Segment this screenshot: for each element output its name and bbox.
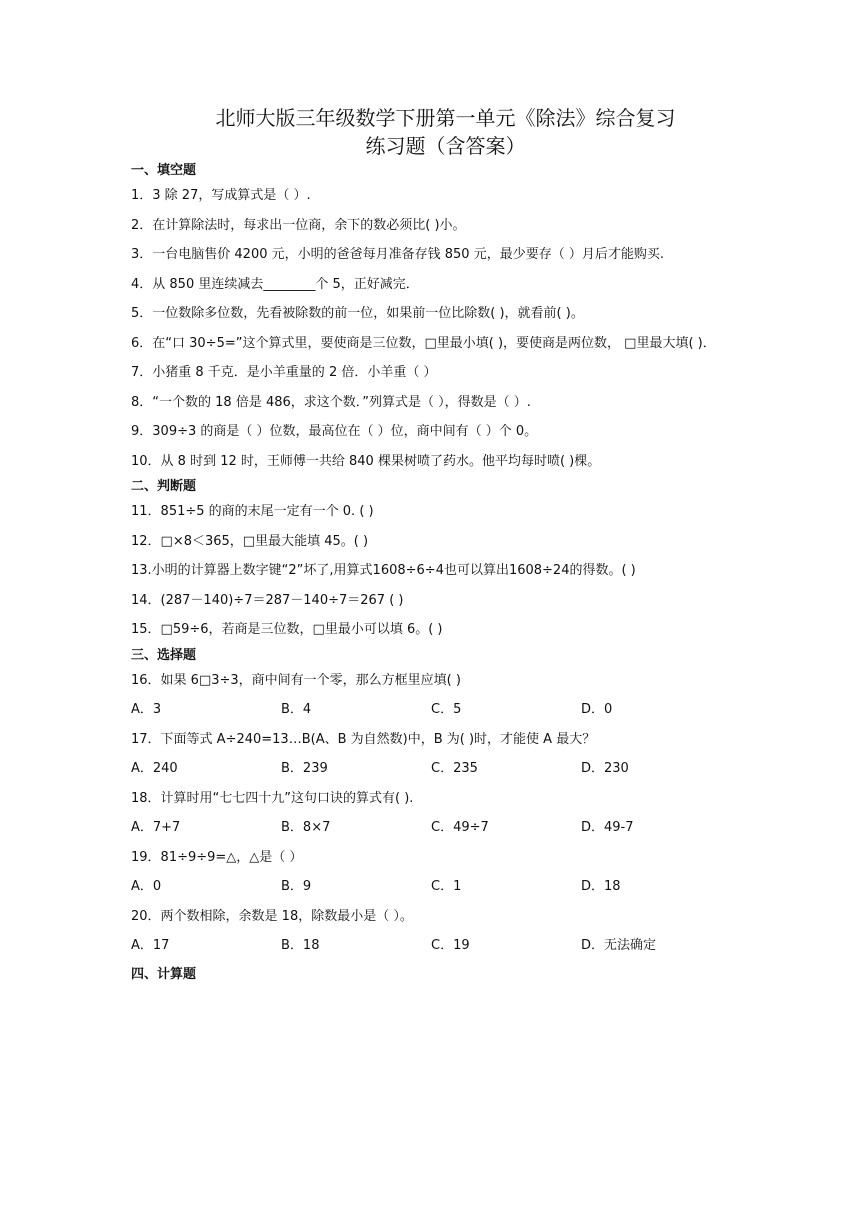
fill-question: 8．“一个数的 18 倍是 486，求这个数．”列算式是（ ），得数是（ ）. xyxy=(131,394,531,410)
choice-options xyxy=(131,872,740,902)
section-heading-fill: 一、填空题 xyxy=(131,163,197,178)
choice-options xyxy=(131,695,740,725)
judge-question: 15．□59÷6，若商是三位数，□里最小可以填 6。( ) xyxy=(131,622,443,637)
choice-question-stem: 16．如果 6□3÷3，商中间有一个零，那么方框里应填( ) xyxy=(131,672,461,688)
choice-options xyxy=(131,931,740,961)
choice-option: C．1 xyxy=(431,879,462,894)
title-line-2: 练习题（含答案） xyxy=(365,134,526,158)
judge-question: 14．(287－140)÷7＝287－140÷7＝267 ( ) xyxy=(131,592,404,608)
section-heading-calc: 四、计算题 xyxy=(131,966,197,982)
choice-option: B．9 xyxy=(281,879,312,894)
choice-option: B．239 xyxy=(281,761,328,776)
choice-option: B．18 xyxy=(281,938,320,953)
fill-question: 9．309÷3 的商是（ ）位数，最高位在（ ）位，商中间有（ ）个 0。 xyxy=(131,424,538,439)
choice-option: B．8×7 xyxy=(281,820,331,835)
choice-option: A．3 xyxy=(131,702,162,717)
judge-question: 13.小明的计算器上数字键“2”坏了,用算式1608÷6÷4也可以算出1608÷24的得数。( ) xyxy=(131,563,636,578)
fill-question: 3．一台电脑售价 4200 元，小明的爸爸每月准备存钱 850 元，最少要存（ ）月后才能购买. xyxy=(131,247,664,262)
title-line-1: 北师大版三年级数学下册第一单元《除法》综合复习 xyxy=(215,106,676,130)
choice-question-list xyxy=(131,666,740,961)
fill-question: 7．小猪重 8 千克．是小羊重量的 2 倍．小羊重（ ） xyxy=(131,365,437,380)
fill-question: 6．在“口 30÷5=”这个算式里，要使商是三位数，□里最小填( )，要使商是两位数， □里最大填( )． xyxy=(131,335,716,351)
choice-option: A．0 xyxy=(131,879,162,894)
judge-question: 11．851÷5 的商的末尾一定有一个 0. ( ) xyxy=(131,504,374,519)
judge-question: 12．□×8＜365，□里最大能填 45。( ) xyxy=(131,533,369,549)
choice-option: A．17 xyxy=(131,938,170,953)
choice-option: C．49÷7 xyxy=(431,820,489,835)
section-heading-judge: 二、判断题 xyxy=(131,479,197,494)
choice-option: A．7+7 xyxy=(131,820,181,835)
choice-option: C．235 xyxy=(431,761,478,776)
section-heading-choice: 三、选择题 xyxy=(131,647,197,663)
choice-option: D．0 xyxy=(581,702,613,717)
choice-question-stem: 18．计算时用“七七四十九”这句口诀的算式有( ). xyxy=(131,790,414,806)
choice-option: D．无法确定 xyxy=(581,938,657,953)
fill-question: 10．从 8 时到 12 时，王师傅一共给 840 棵果树喷了药水。他平均每时喷( )棵。 xyxy=(131,453,601,469)
fill-question: 5．一位数除多位数，先看被除数的前一位，如果前一位比除数( )，就看前( )。 xyxy=(131,306,584,321)
fill-question: 4．从 850 里连续减去________个 5，正好减完． xyxy=(131,276,419,292)
page-title xyxy=(131,104,740,160)
choice-option: A．240 xyxy=(131,761,178,776)
choice-option: B．4 xyxy=(281,702,312,717)
judge-question-list xyxy=(131,497,740,645)
choice-question-stem: 20．两个数相除，余数是 18，除数最小是（ ）。 xyxy=(131,908,413,924)
choice-option: D．49-7 xyxy=(581,820,634,835)
choice-option: C．5 xyxy=(431,702,462,717)
fill-question: 2．在计算除法时，每求出一位商，余下的数必须比( )小。 xyxy=(131,217,466,233)
choice-option: D．230 xyxy=(581,761,629,776)
choice-question-stem: 17．下面等式 A÷240=13…B(A、B 为自然数)中，B 为( )时，才能使 A 最大？ xyxy=(131,731,596,747)
choice-option: D．18 xyxy=(581,879,621,894)
choice-options xyxy=(131,813,740,843)
choice-options xyxy=(131,754,740,784)
fill-question: 1．3 除 27，写成算式是（ ）. xyxy=(131,188,311,203)
choice-option: C．19 xyxy=(431,938,470,953)
fill-question-list xyxy=(131,181,740,476)
choice-question-stem: 19．81÷9÷9=△，△是（ ） xyxy=(131,849,303,865)
